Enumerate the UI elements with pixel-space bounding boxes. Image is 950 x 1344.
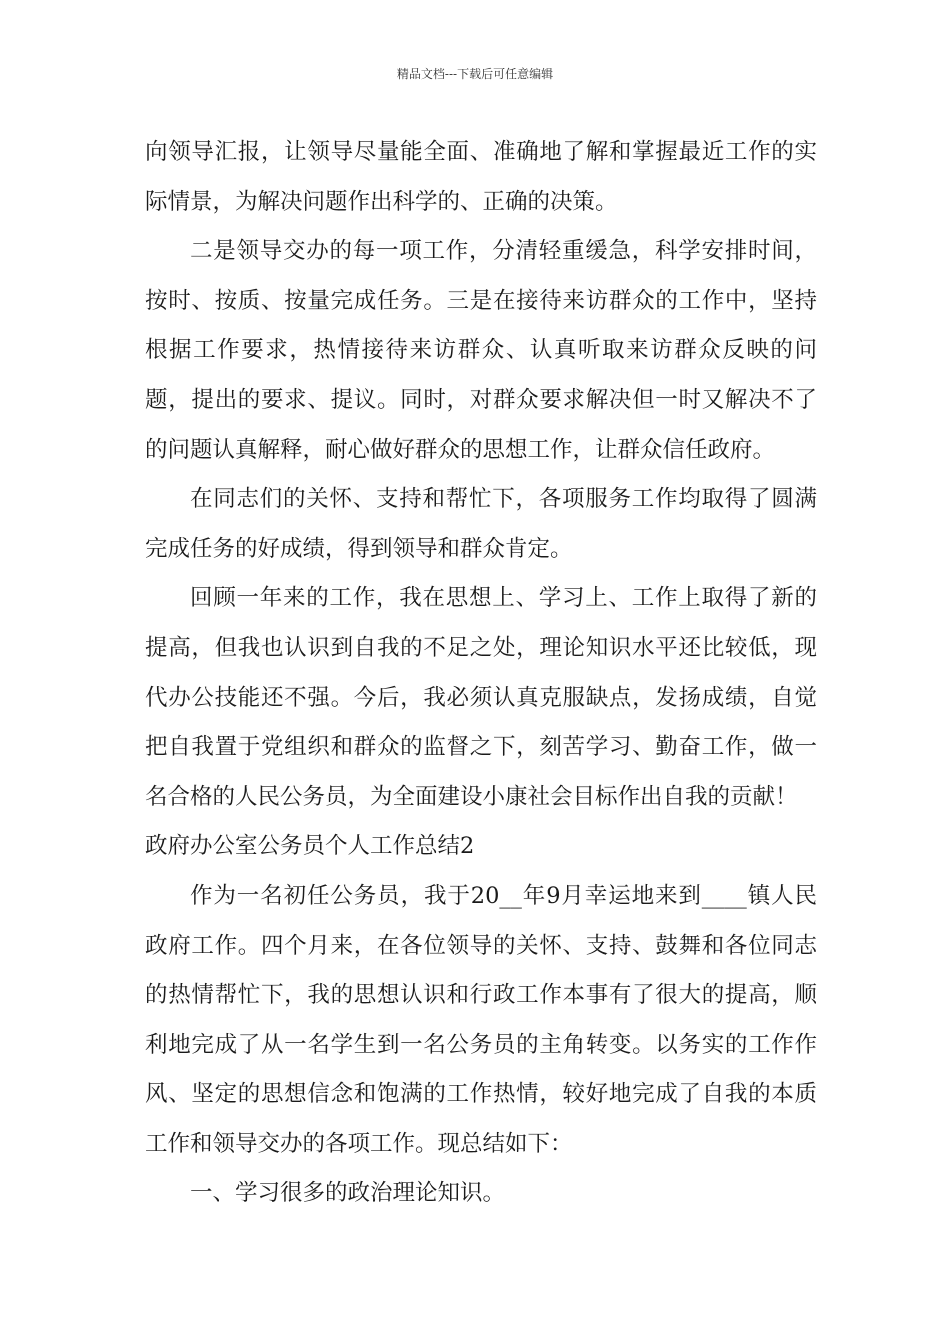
page-header: 精品文档---下载后可任意编辑 <box>396 67 554 81</box>
paragraph: 向领导汇报，让领导尽量能全面、准确地了解和掌握最近工作的实际情景，为解决问题作出科学的、正确的决策。 <box>145 139 817 215</box>
paragraph: 二是领导交办的每一项工作，分清轻重缓急，科学安排时间，按时、按质、按量完成任务。三是在接待来访群众的工作中，坚持根据工作要求，热情接待来访群众、认真听取来访群众反映的问题，提出的要求、提议。同时，对群众要求解决但一时又解决不了的问题认真解释，耐心做好群众的思想工作，让群众信任政府。 <box>145 238 817 463</box>
paragraph: 作为一名初任公务员，我于20__年9月幸运地来到____镇人民政府工作。四个月来，在各位领导的关怀、支持、鼓舞和各位同志的热情帮忙下，我的思想认识和行政工作本事有了很大的提高，顺利地完成了从一名学生到一名公务员的主角转变。以务实的工作作风、坚定的思想信念和饱满的工作热情，较好地完成了自我的本质工作和领导交办的各项工作。现总结如下： <box>145 882 817 1157</box>
paragraph: 在同志们的关怀、支持和帮忙下，各项服务工作均取得了圆满完成任务的好成绩，得到领导和群众肯定。 <box>145 486 817 562</box>
document-body <box>145 128 817 1219</box>
section-title: 政府办公室公务员个人工作总结2 <box>145 833 475 860</box>
paragraph: 一、学习很多的政治理论知识。 <box>190 1180 506 1207</box>
paragraph: 回顾一年来的工作，我在思想上、学习上、工作上取得了新的提高，但我也认识到自我的不足之处，理论知识水平还比较低，现代办公技能还不强。今后，我必须认真克服缺点，发扬成绩，自觉把自我置于党组织和群众的监督之下，刻苦学习、勤奋工作，做一名合格的人民公务员，为全面建设小康社会目标作出自我的贡献！ <box>145 585 817 810</box>
